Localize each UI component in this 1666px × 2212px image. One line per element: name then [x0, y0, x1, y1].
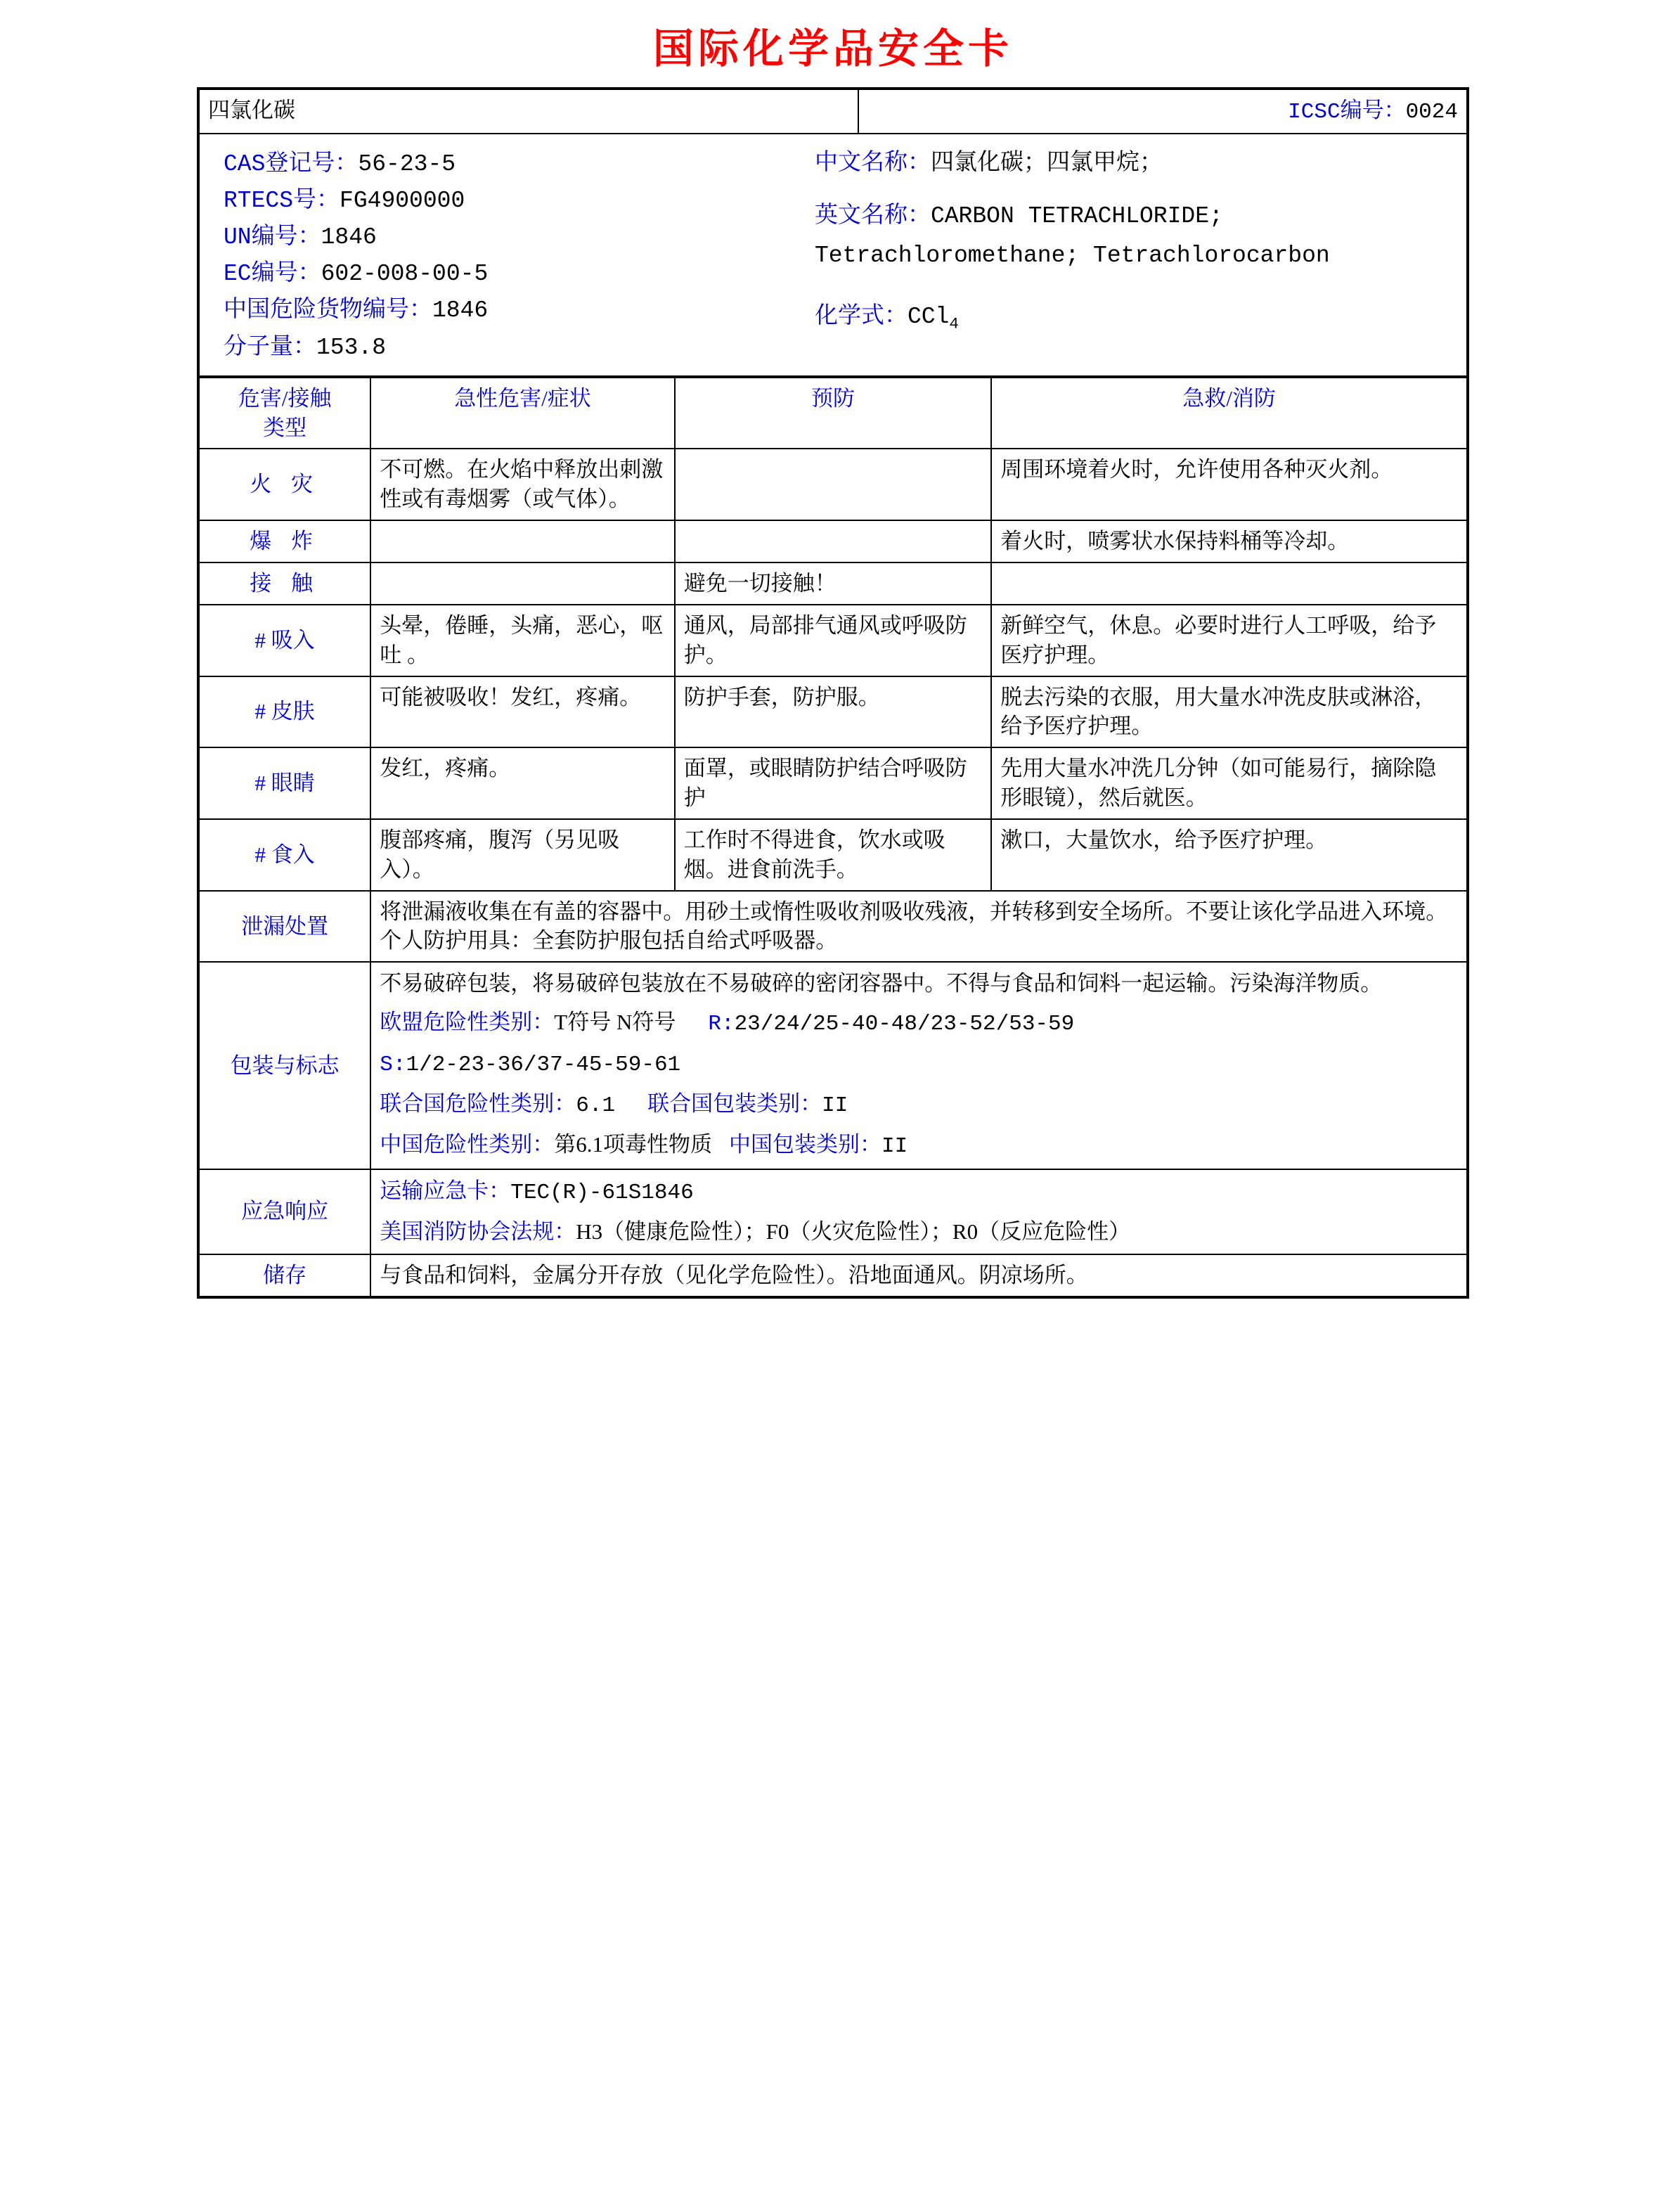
exposure-firstaid — [991, 562, 1466, 605]
rtecs-label: RTECS号： — [224, 188, 340, 214]
tec-value: TEC(R)-61S1846 — [510, 1180, 694, 1205]
cas-label: CAS登记号： — [224, 150, 359, 177]
formula-line — [815, 297, 1449, 333]
formula-label: 化学式： — [814, 303, 908, 329]
packaging-un-line — [380, 1088, 1458, 1122]
ec-line — [224, 255, 801, 292]
un-value: 1846 — [321, 224, 377, 251]
rtecs-line — [224, 182, 801, 219]
explosion-hazard — [370, 520, 674, 562]
r-phrases-value: 23/24/25-40-48/23-52/53-59 — [734, 1012, 1075, 1037]
r-phrases-label: R: — [708, 1012, 735, 1037]
chinese-name-label: 中文名称： — [814, 149, 931, 175]
identity-right — [808, 134, 1466, 375]
emergency-content — [370, 1169, 1466, 1254]
molecular-weight-label: 分子量： — [224, 333, 316, 359]
page-title: 国际化学品安全卡 — [652, 26, 1013, 72]
row-label-explosion: 爆 炸 — [200, 520, 370, 562]
ec-value: 602-008-00-5 — [321, 261, 489, 288]
identity-block — [200, 134, 1466, 377]
fire-prevention — [675, 449, 992, 520]
formula-subscript: 4 — [949, 314, 959, 333]
hazard-table-header-row — [200, 378, 1466, 449]
row-eyes — [200, 747, 1466, 819]
inhalation-prevention: 通风，局部排气通风或呼吸防护。 — [675, 605, 992, 676]
cn-class-value: 第6.1项毒性物质 — [554, 1132, 713, 1157]
formula-main: CCl — [907, 304, 950, 330]
row-skin — [200, 676, 1466, 748]
cas-line — [224, 146, 801, 182]
row-label-fire: 火 灾 — [200, 449, 370, 520]
molecular-weight-line — [224, 329, 801, 366]
nfpa-label: 美国消防协会法规： — [380, 1218, 576, 1244]
tec-label: 运输应急卡： — [380, 1178, 511, 1203]
row-label-exposure: 接 触 — [200, 562, 370, 605]
row-emergency — [200, 1169, 1466, 1254]
row-label-packaging: 包装与标志 — [200, 962, 370, 1169]
eyes-firstaid: 先用大量水冲洗几分钟（如可能易行，摘除隐形眼镜），然后就医。 — [991, 747, 1466, 819]
icsc-sheet — [197, 87, 1469, 1299]
chinese-name-value: 四氯化碳；四氯甲烷； — [930, 149, 1163, 175]
header-row — [200, 90, 1466, 134]
packaging-line1: 不易破碎包装，将易破碎包装放在不易破碎的密闭容器中。不得与食品和饲料一起运输。污染海洋物质。 — [380, 971, 1383, 996]
s-phrases-label: S: — [380, 1053, 406, 1078]
tec-line — [380, 1176, 1458, 1209]
fire-hazard: 不可燃。在火焰中释放出刺激性或有毒烟雾（或气体）。 — [370, 449, 674, 520]
packaging-content — [370, 962, 1466, 1169]
cas-value: 56-23-5 — [358, 150, 456, 177]
packaging-eu-line — [380, 1007, 1458, 1041]
col-header-type-line1: 危害/接触 — [238, 385, 332, 411]
row-packaging — [200, 962, 1466, 1169]
skin-hazard: 可能被吸收！发红，疼痛。 — [370, 676, 674, 748]
un-label: UN编号： — [224, 224, 321, 251]
eyes-hazard: 发红，疼痛。 — [370, 747, 674, 819]
english-name-value-2: Tetrachloromethane; Tetrachlorocarbon — [814, 242, 1330, 269]
icsc-label: ICSC编号： — [1288, 100, 1406, 124]
cn-dangerous-goods-value: 1846 — [432, 297, 489, 324]
un-class-label: 联合国危险性类别： — [380, 1091, 576, 1117]
row-storage — [200, 1254, 1466, 1296]
un-packing-group-value: II — [822, 1093, 848, 1119]
ingestion-firstaid: 漱口，大量饮水，给予医疗护理。 — [991, 819, 1466, 891]
inhalation-firstaid: 新鲜空气，休息。必要时进行人工呼吸，给予医疗护理。 — [991, 605, 1466, 676]
row-label-spill: 泄漏处置 — [200, 891, 370, 963]
row-label-skin: # 皮肤 — [200, 676, 370, 748]
chinese-name-line — [815, 146, 1449, 181]
header-table — [200, 90, 1466, 134]
row-fire — [200, 449, 1466, 520]
ingestion-prevention: 工作时不得进食，饮水或吸烟。进食前洗手。 — [675, 819, 992, 891]
col-header-type-line2: 类型 — [263, 415, 307, 440]
eu-class-label: 欧盟危险性类别： — [380, 1010, 555, 1035]
molecular-weight-value: 153.8 — [316, 334, 387, 361]
english-name-label: 英文名称： — [814, 202, 931, 229]
row-label-eyes: # 眼睛 — [200, 747, 370, 819]
hazard-table — [200, 377, 1466, 1296]
nfpa-line — [380, 1216, 1458, 1248]
col-header-prevention: 预防 — [675, 378, 992, 449]
english-name-line — [815, 198, 1449, 234]
col-header-type — [200, 378, 370, 449]
un-class-value: 6.1 — [576, 1093, 616, 1119]
packaging-cn-line — [380, 1129, 1458, 1163]
icsc-value: 0024 — [1405, 100, 1458, 124]
exposure-hazard — [370, 562, 674, 605]
row-ingestion — [200, 819, 1466, 891]
rtecs-value: FG4900000 — [340, 188, 465, 214]
nfpa-value: H3（健康危险性）；F0（火灾危险性）；R0（反应危险性） — [576, 1218, 1131, 1244]
icsc-number-cell — [858, 90, 1466, 134]
ingestion-hazard: 腹部疼痛，腹泻（另见吸入）。 — [370, 819, 674, 891]
explosion-prevention — [675, 520, 992, 562]
explosion-firstaid: 着火时，喷雾状水保持料桶等冷却。 — [991, 520, 1466, 562]
cn-dangerous-goods-label: 中国危险货物编号： — [224, 297, 432, 323]
row-label-storage: 储存 — [200, 1254, 370, 1296]
cn-dangerous-goods-line — [224, 292, 801, 328]
skin-prevention: 防护手套，防护服。 — [675, 676, 992, 748]
eyes-prevention: 面罩，或眼睛防护结合呼吸防护 — [675, 747, 992, 819]
s-phrases-value: 1/2-23-36/37-45-59-61 — [406, 1053, 681, 1078]
storage-text: 与食品和饲料，金属分开存放（见化学危险性）。沿地面通风。阴凉场所。 — [370, 1254, 1466, 1296]
substance-name: 四氯化碳 — [200, 90, 858, 134]
row-spill — [200, 891, 1466, 963]
col-header-first-aid: 急救/消防 — [991, 378, 1466, 449]
identity-left — [200, 134, 808, 375]
packaging-s-line — [380, 1048, 1458, 1081]
spill-text: 将泄漏液收集在有盖的容器中。用砂土或惰性吸收剂吸收残液，并转移到安全场所。不要让该化学品进入环境。个人防护用具：全套防护服包括自给式呼吸器。 — [370, 891, 1466, 963]
cn-packing-group-label: 中国包装类别： — [729, 1132, 882, 1157]
english-name-value: CARBON TETRACHLORIDE; — [930, 203, 1223, 230]
row-label-emergency: 应急响应 — [200, 1169, 370, 1254]
row-explosion — [200, 520, 1466, 562]
inhalation-hazard: 头晕，倦睡，头痛，恶心，呕吐 。 — [370, 605, 674, 676]
row-inhalation — [200, 605, 1466, 676]
cn-class-label: 中国危险性类别： — [380, 1132, 555, 1157]
col-header-acute-hazards: 急性危害/症状 — [370, 378, 674, 449]
un-line — [224, 219, 801, 255]
row-label-inhalation: # 吸入 — [200, 605, 370, 676]
eu-class-value: T符号 N符号 — [554, 1010, 676, 1035]
row-exposure — [200, 562, 1466, 605]
exposure-prevention: 避免一切接触！ — [675, 562, 992, 605]
row-label-ingestion: # 食入 — [200, 819, 370, 891]
ec-label: EC编号： — [224, 261, 321, 288]
skin-firstaid: 脱去污染的衣服，用大量水冲洗皮肤或淋浴，给予医疗护理。 — [991, 676, 1466, 748]
un-packing-group-label: 联合国包装类别： — [647, 1091, 822, 1117]
cn-packing-group-value: II — [882, 1134, 908, 1159]
fire-firstaid: 周围环境着火时，允许使用各种灭火剂。 — [991, 449, 1466, 520]
